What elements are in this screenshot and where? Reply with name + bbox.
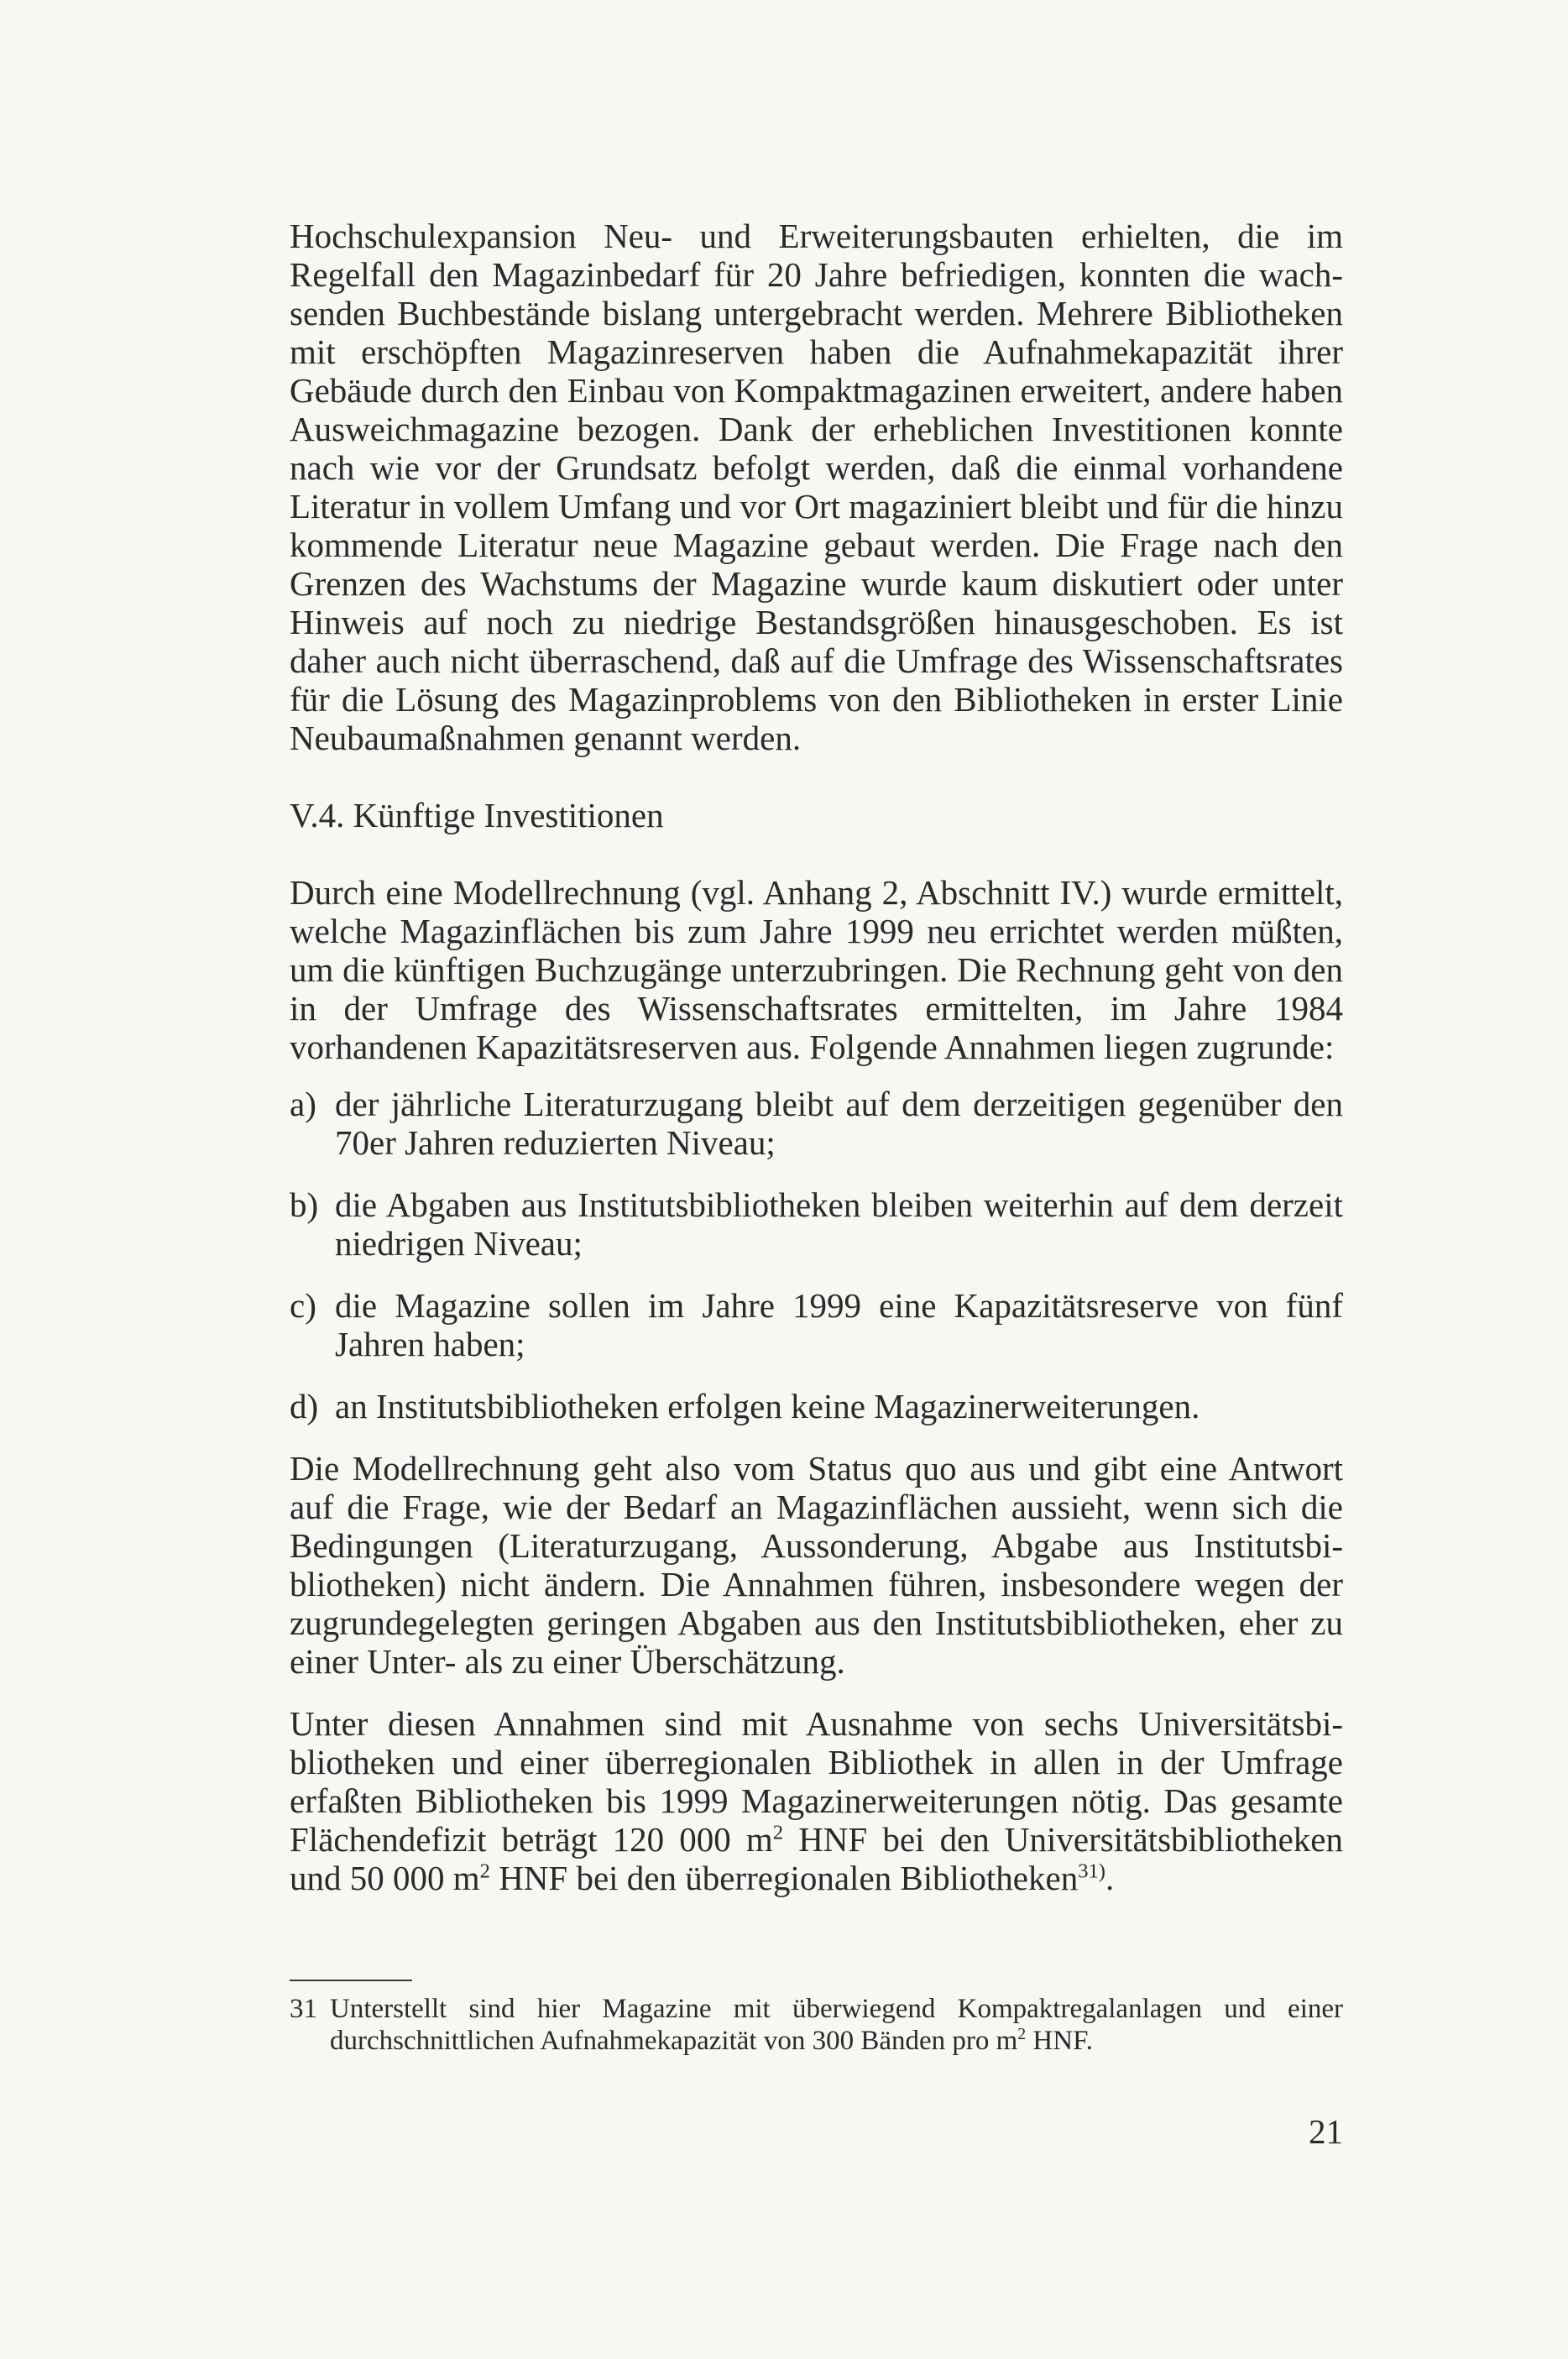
list-item-text: die Abgaben aus Institutsbibliotheken bleiben weiterhin auf dem derzeit niedrigen Niveau;: [335, 1185, 1343, 1263]
square-superscript: 2: [1017, 2025, 1027, 2043]
intro-paragraph: Hochschulexpansion Neu- und Erweiterungsbauten erhielten, die im Regelfall den Magazinbedarf für 20 Jahre befriedigen, konnten die wachsenden Buchbestände bislang untergebracht werden. Mehrere Bibliotheken mit erschöpften Magazinreserven haben die Aufnahmekapazität ihrer Gebäude durch den Einbau von Kompaktmagazinen erweitert, andere haben Ausweichmagazine bezogen. Dank der erheblichen Investitionen konnte nach wie vor der Grundsatz befolgt werden, daß die einmal vorhandene Literatur in vollem Umfang und vor Ort magaziniert bleibt und für die hinzu kommende Literatur neue Magazine gebaut werden. Die Frage nach den Grenzen des Wachstums der Magazine wurde kaum diskutiert oder unter Hinweis auf noch zu niedrige Bestandsgrößen hinausgeschoben. Es ist daher auch nicht überraschend, daß auf die Umfrage des Wissenschaftsrates für die Lösung des Magazinproblems von den Bibliotheken in erster Linie Neubaumaßnahmen genannt werden.: [290, 217, 1343, 757]
list-marker: a): [290, 1085, 316, 1123]
footnote: [290, 1993, 1343, 2057]
square-superscript: 2: [772, 1821, 784, 1844]
list-marker: b): [290, 1185, 319, 1224]
section-paragraph: Durch eine Modellrechnung (vgl. Anhang 2, Abschnitt IV.) wurde ermittelt, welche Magazinflächen bis zum Jahre 1999 neu errichtet werden müßten, um die künftigen Buchzugänge unterzubringen. Die Rechnung geht von den in der Umfrage des Wissenschaftsrates ermittelten, im Jahre 1984 vorhandenen Kapazitätsreserven aus. Folgende Annahmen liegen zugrunde:: [290, 873, 1343, 1066]
list-item: [290, 1286, 1343, 1363]
footnote-text: [330, 1993, 1343, 2057]
document-page: [290, 217, 1343, 2057]
list-item-text: die Magazine sollen im Jahre 1999 eine Kapazitätsreserve von fünf Jahren haben;: [335, 1286, 1343, 1363]
footnote-text-part1: Unterstellt sind hier Magazine mit überwiegend Kompaktregalanlagen und einer durchschnittlichen Aufnahmekapazität von 300 Bänden pro m: [330, 1994, 1343, 2056]
result-text-part1: Unter diesen Annahmen sind mit Ausnahme von sechs Universitätsbibliotheken und einer überregionalen Bibliothek in allen in der Umfrage erfaßten Bibliotheken bis 1999 Magazinerweiterungen nötig. Das gesamte Flächendefizit beträgt 120 000 m: [290, 1704, 1343, 1859]
footnote-text-part2: HNF.: [1026, 2026, 1094, 2056]
section-heading: V.4. Künftige Investitionen: [290, 796, 664, 834]
assumption-list: [290, 1085, 1343, 1425]
result-text-part4: .: [1105, 1859, 1115, 1897]
list-marker: d): [290, 1387, 319, 1425]
footnote-number: 31: [290, 1994, 317, 2024]
list-item: [290, 1185, 1343, 1263]
list-item: [290, 1387, 1343, 1425]
list-marker: c): [290, 1286, 316, 1325]
result-text-part2: HNF bei den Universitätsbibliotheken und 50 000 m: [290, 1820, 1343, 1897]
result-paragraph: [290, 1704, 1343, 1897]
list-item-text: an Institutsbibliotheken erfolgen keine Magazinerweiterungen.: [335, 1387, 1200, 1425]
page-number: 21: [1309, 2112, 1343, 2151]
list-item: [290, 1085, 1343, 1162]
model-paragraph: Die Modellrechnung geht also vom Status quo aus und gibt eine Antwort auf die Frage, wie der Bedarf an Magazinflächen aussieht, wenn sich die Bedingungen (Literaturzugang, Aussonderung, Abgabe aus Institutsbibliotheken) nicht ändern. Die Annahmen führen, insbesondere wegen der zugrundegelegten geringen Abgaben aus den Institutsbibliotheken, eher zu einer Unter- als zu einer Überschätzung.: [290, 1449, 1343, 1681]
square-superscript: 2: [479, 1859, 490, 1883]
footnote-divider: [290, 1980, 412, 1981]
footnote-reference: 31): [1078, 1859, 1105, 1883]
list-item-text: der jährliche Literaturzugang bleibt auf dem derzeitigen gegenüber den 70er Jahren reduzierten Niveau;: [335, 1085, 1343, 1162]
result-text-part3: HNF bei den überregionalen Bibliotheken: [489, 1859, 1079, 1897]
